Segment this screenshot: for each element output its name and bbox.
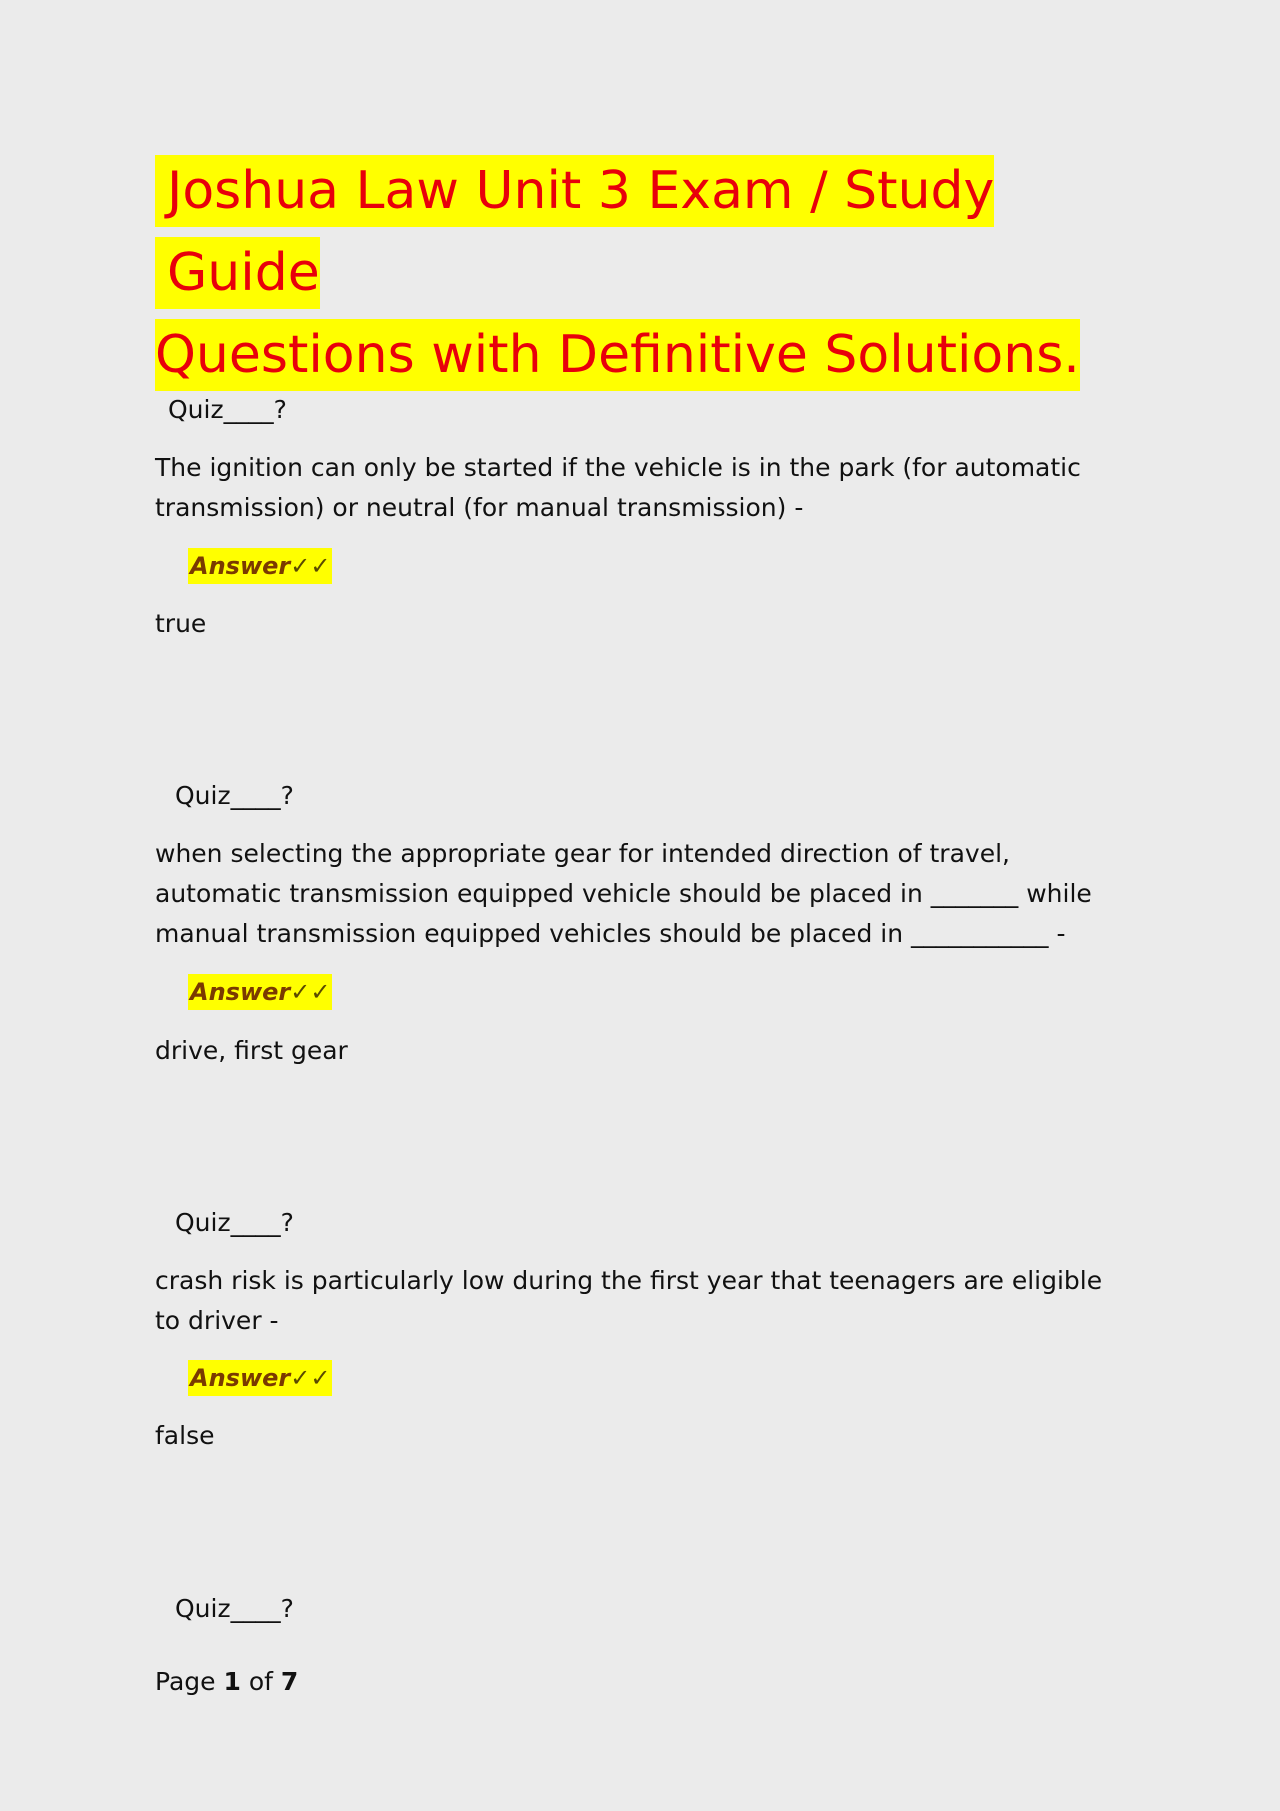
answer-label	[188, 1360, 332, 1396]
page-word: Page	[155, 1667, 216, 1696]
current-page: 1	[223, 1667, 241, 1696]
answer-label-text: Answer	[190, 552, 291, 580]
quiz-question: crash risk is particularly low during the first year that teenagers are eligible to driver -	[155, 1266, 1103, 1335]
document-title	[155, 150, 1155, 396]
quiz-answer: true	[155, 609, 207, 638]
quiz-question: when selecting the appropriate gear for intended direction of travel, automatic transmission equipped vehicle should be placed in _______ while manual transmission equipped vehicles should be placed in ___________ -	[155, 839, 1092, 948]
title-line-2: Questions with Definitive Solutions.	[155, 319, 1080, 391]
quiz-label: Quiz____?	[168, 395, 287, 424]
quiz-label: Quiz____?	[175, 781, 294, 810]
of-word: of	[248, 1667, 273, 1696]
quiz-question: The ignition can only be started if the vehicle is in the park (for automatic transmission) or neutral (for manual transmission) -	[155, 453, 1081, 522]
answer-label-text: Answer	[190, 978, 291, 1006]
quiz-answer: false	[155, 1421, 215, 1450]
checkmark-icon: ✓✓	[290, 552, 331, 580]
answer-label	[188, 548, 332, 584]
answer-label-text: Answer	[190, 1364, 291, 1392]
checkmark-icon: ✓✓	[290, 1364, 331, 1392]
page-number	[155, 1667, 298, 1697]
total-pages: 7	[280, 1667, 299, 1696]
answer-label	[188, 974, 332, 1010]
quiz-label: Quiz____?	[175, 1208, 294, 1237]
quiz-label: Quiz____?	[175, 1594, 294, 1623]
quiz-answer: drive, first gear	[155, 1036, 348, 1065]
title-line-1: Joshua Law Unit 3 Exam / Study Guide	[155, 155, 994, 309]
checkmark-icon: ✓✓	[290, 978, 331, 1006]
